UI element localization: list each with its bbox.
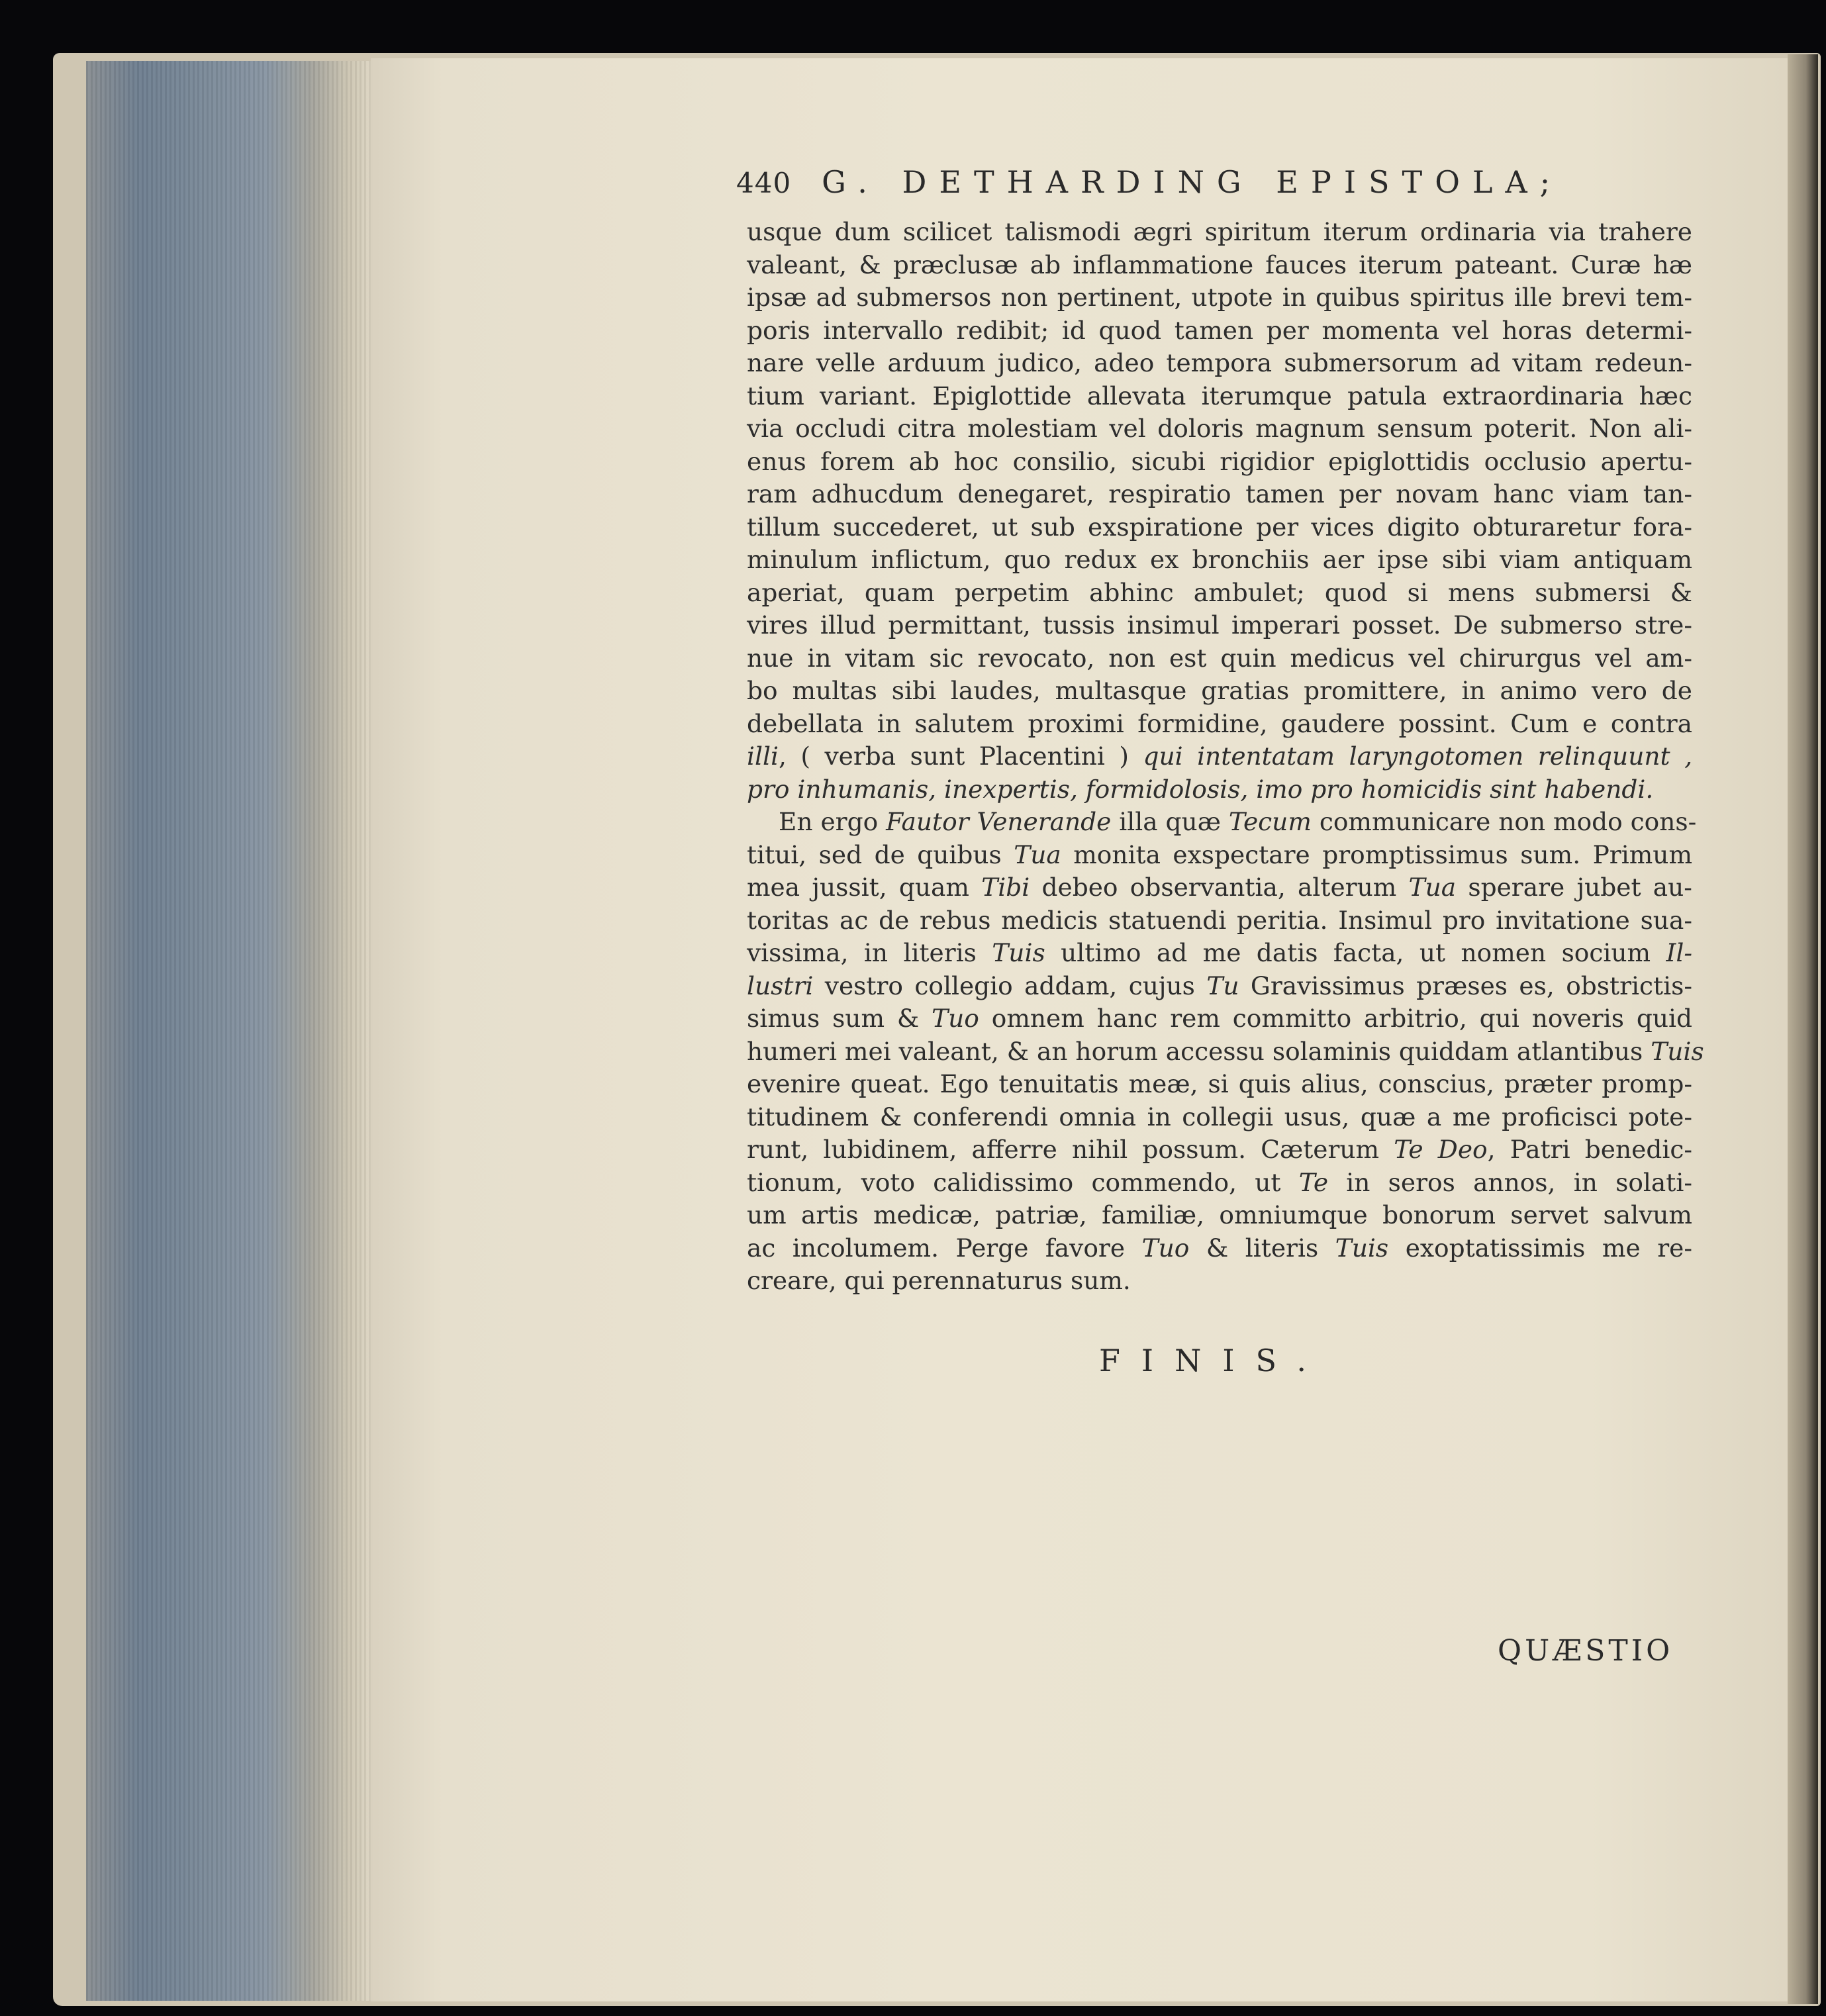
text-line bbox=[747, 937, 1692, 970]
text-run: Te bbox=[1298, 1167, 1329, 1197]
finis-heading: FINIS. bbox=[1099, 1343, 1328, 1378]
text-line bbox=[747, 1232, 1692, 1265]
text-run: Tuo bbox=[932, 1004, 979, 1033]
text-run: simus sum & bbox=[747, 1004, 932, 1033]
right-page-edge bbox=[1788, 54, 1818, 2004]
text-run: titui, sed de quibus bbox=[747, 840, 1014, 869]
text-run: ac incolumem. Perge favore bbox=[747, 1233, 1142, 1263]
text-line: evenire queat. Ego tenuitatis meæ, si quis alius, conscius, præter promp- bbox=[747, 1069, 1692, 1098]
text-run: tionum, voto calidissimo commendo, ut bbox=[747, 1167, 1299, 1197]
text-line: valeant, & præclusæ ab inflammatione fauces iterum pateant. Curæ hæ bbox=[747, 250, 1692, 279]
text-run: Tecum bbox=[1228, 807, 1312, 836]
text-line: bo multas sibi laudes, multasque gratias promittere, in animo vero de bbox=[747, 676, 1692, 705]
text-line: debellata in salutem proximi formidine, gaudere possint. Cum e contra bbox=[747, 708, 1692, 738]
text-line: nare velle arduum judico, adeo tempora submersorum ad vitam redeun- bbox=[747, 348, 1692, 377]
text-line: pro inhumanis, inexpertis, formidolosis, imo pro homicidis sint habendi. bbox=[747, 774, 1654, 804]
text-run: ultimo ad me datis facta, ut nomen socium bbox=[1045, 938, 1666, 967]
text-line bbox=[747, 1133, 1692, 1167]
text-run: vissima, in literis bbox=[747, 938, 992, 967]
text-line: via occludi citra molestiam vel doloris magnum sensum poterit. Non ali- bbox=[747, 414, 1692, 443]
text-run: illi bbox=[747, 742, 779, 771]
text-run: Tuis bbox=[1651, 1036, 1704, 1066]
text-run: omnem hanc rem committo arbitrio, qui noveris quid bbox=[979, 1004, 1692, 1033]
text-run: humeri mei valeant, & an horum accessu solaminis quiddam atlantibus bbox=[747, 1036, 1651, 1066]
text-run: Tua bbox=[1014, 840, 1061, 869]
text-run: En ergo bbox=[779, 807, 887, 836]
text-run: illa quæ bbox=[1111, 807, 1229, 836]
text-run: monita exspectare promptissimus sum. Primum bbox=[1061, 840, 1692, 869]
text-run: runt, lubidinem, afferre nihil possum. Cæterum bbox=[747, 1135, 1394, 1164]
text-line: aperiat, quam perpetim abhinc ambulet; quod si mens submersi & bbox=[747, 577, 1692, 607]
text-run: Tuis bbox=[1335, 1233, 1389, 1263]
text-run: & literis bbox=[1189, 1233, 1335, 1263]
text-line: tium variant. Epiglottide allevata iterumque patula extraordinaria hæc bbox=[747, 381, 1692, 410]
text-line: poris intervallo redibit; id quod tamen per momenta vel horas determi- bbox=[747, 315, 1692, 345]
text-run: qui intentatam laryngotomen relinquunt , bbox=[1143, 742, 1692, 771]
page-number: 440 bbox=[736, 167, 792, 199]
text-run: in seros annos, in solati- bbox=[1328, 1167, 1692, 1197]
body-text bbox=[747, 216, 1704, 1298]
text-run: debeo observantia, alterum bbox=[1030, 873, 1409, 902]
text-run: Tuis bbox=[992, 938, 1045, 967]
text-line bbox=[747, 1167, 1692, 1200]
text-run: sperare jubet au- bbox=[1456, 873, 1692, 902]
text-run: Tibi bbox=[981, 873, 1030, 902]
text-line: vires illud permittant, tussis insimul imperari posset. De submerso stre- bbox=[747, 610, 1692, 640]
text-run: Fautor Venerande bbox=[886, 807, 1112, 836]
text-line: nue in vitam sic revocato, non est quin medicus vel chirurgus vel am- bbox=[747, 643, 1692, 673]
text-line: minulum inflictum, quo redux ex bronchiis aer ipse sibi viam antiquam bbox=[747, 545, 1692, 574]
catchword: QUÆSTIO bbox=[1498, 1634, 1674, 1668]
text-line bbox=[747, 806, 1697, 839]
text-line: enus forem ab hoc consilio, sicubi rigidior epiglottidis occlusio apertu- bbox=[747, 446, 1692, 476]
running-title: G. DETHARDING EPISTOLA; bbox=[822, 164, 1563, 200]
text-line bbox=[747, 839, 1692, 872]
text-line: usque dum scilicet talismodi ægri spiritum iterum ordinaria via trahere bbox=[747, 217, 1692, 246]
text-line bbox=[747, 740, 1692, 773]
text-line: titudinem & conferendi omnia in collegii usus, quæ a me proficisci pote- bbox=[747, 1102, 1692, 1131]
text-run: vestro collegio addam, cujus bbox=[813, 971, 1207, 1000]
text-line bbox=[747, 970, 1692, 1003]
text-run: Te Deo bbox=[1394, 1135, 1488, 1164]
text-run: Gravissimus præses es, obstrictis- bbox=[1239, 971, 1692, 1000]
text-line: tillum succederet, ut sub exspiratione per vices digito obturaretur fora- bbox=[747, 512, 1692, 542]
text-line bbox=[747, 1002, 1692, 1035]
text-run: exoptatissimis me re- bbox=[1388, 1233, 1692, 1263]
text-line: toritas ac de rebus medicis statuendi peritia. Insimul pro invitatione sua- bbox=[747, 905, 1692, 935]
page-edge-texture bbox=[86, 61, 377, 2001]
text-line bbox=[747, 871, 1692, 904]
text-line: ram adhucdum denegaret, respiratio tamen per novam hanc viam tan- bbox=[747, 479, 1692, 508]
text-run: Tua bbox=[1408, 873, 1457, 902]
text-line: creare, qui perennaturus sum. bbox=[747, 1266, 1131, 1295]
running-header bbox=[736, 164, 1690, 211]
text-run: Tu bbox=[1206, 971, 1239, 1000]
text-run: communicare non modo cons- bbox=[1311, 807, 1697, 836]
text-run: lustri bbox=[747, 971, 814, 1000]
text-run: Il- bbox=[1666, 938, 1692, 967]
text-run: Tuo bbox=[1141, 1233, 1190, 1263]
text-line: um artis medicæ, patriæ, familiæ, omniumque bonorum servet salvum bbox=[747, 1200, 1692, 1229]
text-line bbox=[747, 1035, 1704, 1069]
text-run: , ( verba sunt Placentini ) bbox=[778, 742, 1143, 771]
text-run: , Patri benedic- bbox=[1487, 1135, 1692, 1164]
text-line: ipsæ ad submersos non pertinent, utpote in quibus spiritus ille brevi tem- bbox=[747, 283, 1692, 312]
text-run: mea jussit, quam bbox=[747, 873, 982, 902]
